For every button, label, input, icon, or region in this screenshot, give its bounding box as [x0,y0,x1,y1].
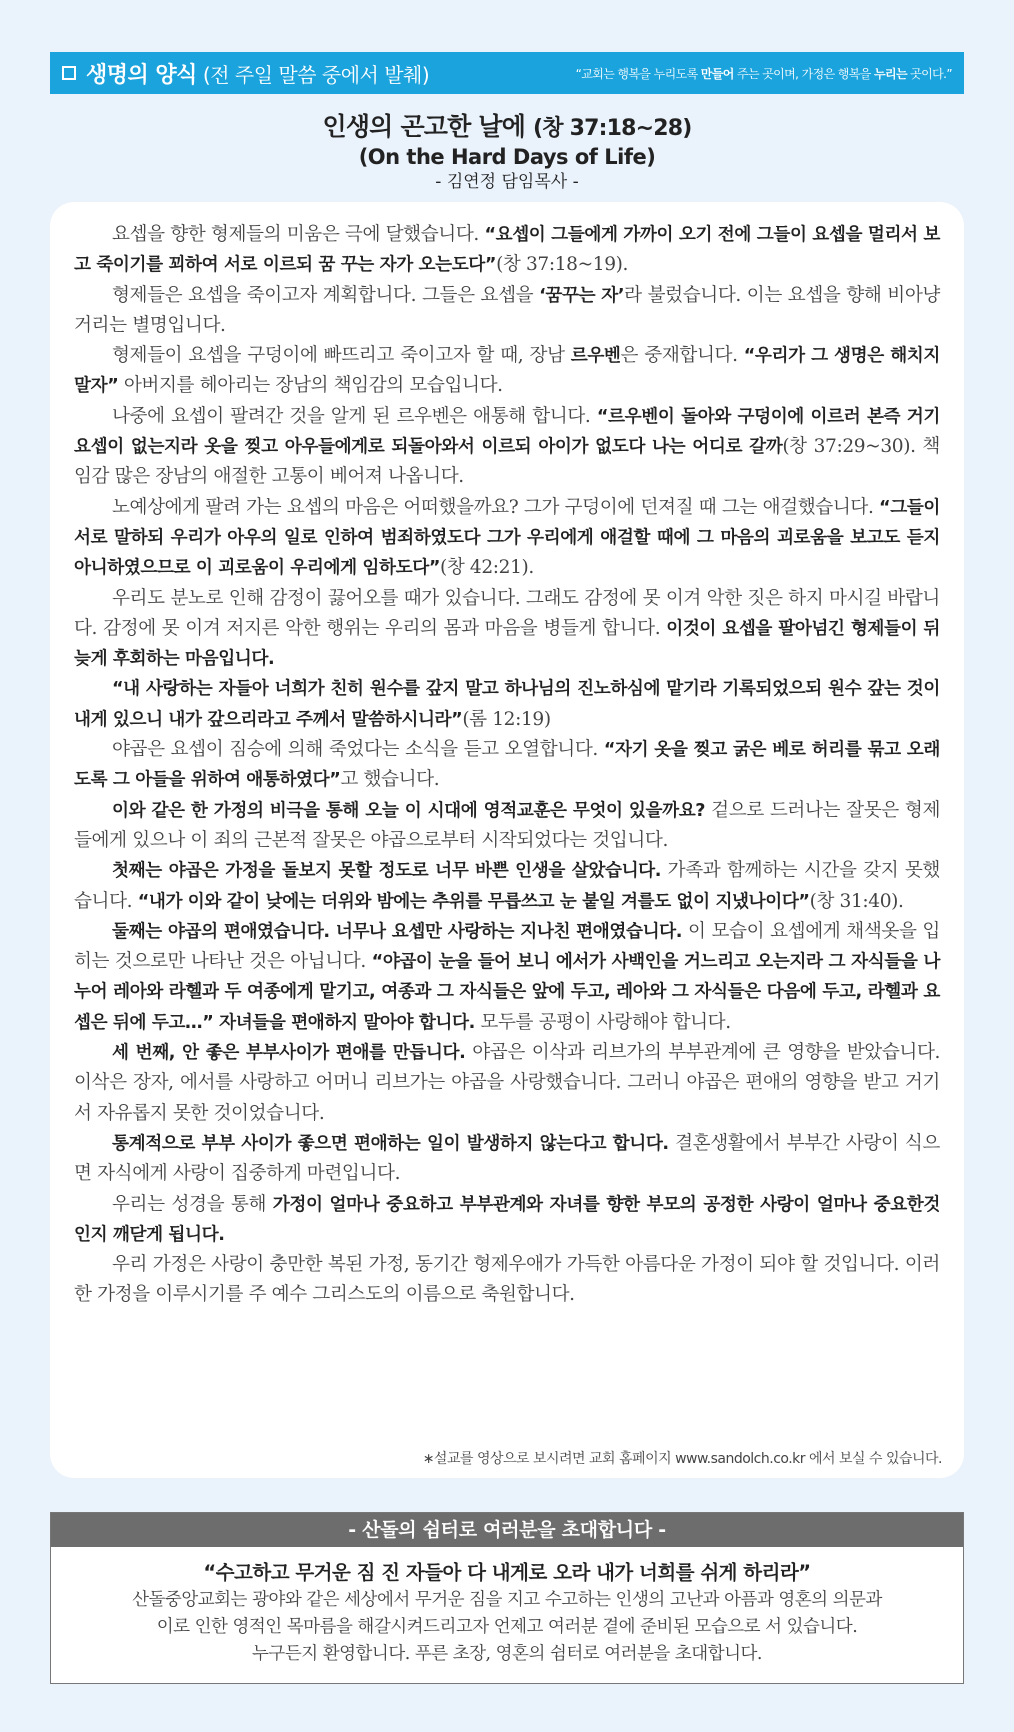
invitation-heading: - 산돌의 쉼터로 여러분을 초대합니다 - [51,1513,963,1547]
emphasized-text: “르우벤이 돌아와 구덩이에 이르러 본즉 거기 요셉이 없는지라 옷을 찢고 아우들에게로 되돌아와서 이르되 아이가 없도다 나는 어디로 갈까 [74,406,940,458]
body-text: (창 37:29~30). 책임감 많은 장남의 애절한 고통이 베어져 나옵니다. [74,436,940,488]
body-text: 형제들은 요셉을 죽이고자 계획합니다. 그들은 요셉을 [112,284,540,306]
sermon-card [50,202,964,1478]
emphasized-text: “야곱이 눈을 들어 보니 에서가 사백인을 거느리고 오는지라 그 자식들을 나누어 레아와 라헬과 두 여종에게 맡기고, 여종과 그 자식들은 앞에 두고, 레아와 그 자식들은 다음에 두고, 라헬과 요셉은 뒤에 두고…” 자녀들을 편애하지 말아야 합니다. [74,952,940,1033]
video-footnote: ∗설교를 영상으로 보시려면 교회 홈페이지 www.sandolch.co.kr 에서 보실 수 있습니다. [422,1451,942,1467]
emphasized-text: “그들이 서로 말하되 우리가 아우의 일로 인하여 범죄하였도다 그가 우리에게 애걸할 때에 그 마음의 괴로움을 보고도 듣지 아니하였으므로 이 괴로움이 우리에게 임하도다” [74,497,940,579]
body-text: 우리 가정은 사랑이 충만한 복된 가정, 동기간 형제우애가 가득한 아름다운 가정이 되야 할 것입니다. 이러한 가정을 이루시기를 주 예수 그리스도의 이름으로 축원합니다. [74,1254,940,1306]
sermon-author: - 김연정 담임목사 - [435,172,579,192]
invitation-box [50,1512,964,1684]
emphasized-text: “자기 옷을 찢고 굵은 베로 허리를 묶고 오래도록 그 아들을 위하여 애통하였다” [74,740,940,791]
invitation-line: 산돌중앙교회는 광야와 같은 세상에서 무거운 짐을 지고 수고하는 인생의 고난과 아픔과 영혼의 의문과 [132,1590,882,1610]
square-bullet-icon [62,66,76,80]
sermon-paragraph [74,796,940,857]
emphasized-text: “요셉이 그들에게 가까이 오기 전에 그들이 요셉을 멀리서 보고 죽이기를 꾀하여 서로 이르되 꿈 꾸는 자가 오는도다” [74,225,940,276]
emphasized-text: 세 번째, 안 좋은 부부사이가 편애를 만듭니다. [112,1043,466,1064]
body-text: 은 중재합니다. [620,345,744,367]
body-text: 우리는 성경을 통해 [112,1193,273,1215]
emphasized-text: 첫째는 야곱은 가정을 돌보지 못할 정도로 너무 바쁜 인생을 살았습니다. [112,861,662,882]
sermon-paragraph [74,584,940,675]
section-subtitle: (전 주일 말씀 중에서 발췌) [202,62,430,87]
scripture-reference: (창 37:18~28) [533,116,692,141]
sermon-paragraph [74,402,940,493]
sermon-body [74,220,940,1311]
sermon-paragraph [74,856,940,917]
sermon-paragraph [74,1250,940,1311]
body-text: 형제들이 요셉을 구덩이에 빠뜨리고 죽이고자 할 때, 장남 [112,345,571,367]
body-text: 아버지를 헤아리는 장남의 책임감의 모습입니다. [118,375,503,397]
invitation-text [51,1587,963,1668]
emphasized-text: 르우벤 [570,346,621,367]
sermon-paragraph [74,281,940,342]
body-text: 결혼생활에서 부부간 사랑이 식으면 자식에게 사랑이 집중하게 마련입니다. [74,1132,940,1185]
body-text: 야곱은 요셉이 짐승에 의해 죽었다는 소식을 듣고 오열합니다. [112,739,604,761]
sermon-paragraph [74,1038,940,1129]
sermon-paragraph [74,917,940,1038]
sermon-title: 인생의 곤고한 날에 (창 37:18~28) [322,112,692,141]
church-motto: “교회는 행복을 누리도록 만들어 주는 곳이며, 가정은 행복을 누리는 곳이다.” [575,66,952,81]
body-text: 우리도 분노로 인해 감정이 끓어오를 때가 있습니다. 그래도 감정에 못 이겨 악한 짓은 하지 마시길 바랍니다. 감정에 못 이겨 저지른 악한 행위는 우리의 몸과 마음을 병들게 합니다. [74,587,940,639]
sermon-paragraph [74,493,940,584]
emphasized-text: “내가 이와 같이 낮에는 더위와 밤에는 추위를 무릅쓰고 눈 붙일 겨를도 없이 지냈나이다” [137,891,810,912]
emphasized-text: 가정이 얼마나 중요하고 부부관계와 자녀를 향한 부모의 공정한 사랑이 얼마나 중요한것인지 깨닫게 됩니다. [74,1194,940,1245]
body-text: 모두를 공평이 사랑해야 합니다. [474,1011,731,1033]
invitation-line: 누구든지 환영합니다. 푸른 초장, 영혼의 쉼터로 여러분을 초대합니다. [252,1644,762,1664]
sermon-title-english: (On the Hard Days of Life) [358,145,656,169]
invitation-quote: “수고하고 무거운 짐 진 자들아 다 내게로 오라 내가 너희를 쉬게 하리라” [203,1561,811,1584]
body-text: 나중에 요셉이 팔려간 것을 알게 된 르우벤은 애통해 합니다. [112,405,597,427]
body-text: 야곱은 이삭과 리브가의 부부관계에 큰 영향을 받았습니다. 이삭은 장자, 에서를 사랑하고 어머니 리브가는 야곱을 사랑했습니다. 그러니 야곱은 편애의 영향을 받고 거기서 자유롭지 못한 것이었습니다. [74,1042,941,1124]
sermon-paragraph [74,220,940,281]
section-title: 생명의 양식 [86,62,197,88]
sermon-title-block [0,112,1014,194]
sermon-paragraph [74,1129,940,1190]
section-header-bar [50,52,964,94]
sermon-paragraph [74,674,940,735]
sermon-paragraph [74,341,940,402]
invitation-line: 이로 인한 영적인 목마름을 해갈시켜드리고자 언제고 여러분 곁에 준비된 모습으로 서 있습니다. [156,1617,858,1637]
body-text: 노예상에게 팔려 가는 요셉의 마음은 어떠했을까요? 그가 구덩이에 던져질 때 그는 애걸했습니다. [112,496,880,518]
emphasized-text: 이와 같은 한 가정의 비극을 통해 오늘 이 시대에 영적교훈은 무엇이 있을까요? [112,800,706,821]
emphasized-text: ‘꿈꾸는 자’ [539,285,625,306]
sermon-paragraph [74,1190,940,1251]
body-text: (롬 12:19) [462,708,551,730]
body-text: 고 했습니다. [340,769,440,791]
body-text: 요셉을 향한 형제들의 미움은 극에 달했습니다. [112,224,485,245]
emphasized-text: 둘째는 야곱의 편애였습니다. 너무나 요셉만 사랑하는 지나친 편애였습니다. [112,921,683,942]
body-text: (창 37:18~19). [496,254,628,276]
body-text: 가족과 함께하는 시간을 갖지 못했습니다. [74,860,940,912]
body-text: 라 불렀습니다. 이는 요셉을 향해 비아냥거리는 별명입니다. [74,284,940,336]
sermon-paragraph [74,735,940,796]
body-text: 이 모습이 요셉에게 채색옷을 입히는 것으로만 나타난 것은 아닙니다. [74,920,940,973]
emphasized-text: 이것이 요셉을 팔아넘긴 형제들이 뒤늦게 후회하는 마음입니다. [74,618,940,670]
emphasized-text: “내 사랑하는 자들아 너희가 친히 원수를 갚지 말고 하나님의 진노하심에 맡기라 기록되었으되 원수 갚는 것이 내게 있으니 내가 갚으리라고 주께서 말씀하시니라” [74,679,940,730]
emphasized-text: “우리가 그 생명은 해치지 말자” [74,346,941,397]
body-text: (창 31:40). [809,890,904,912]
body-text: (창 42:21). [439,557,534,579]
body-text: 겉으로 드러나는 잘못은 형제들에게 있으나 이 죄의 근본적 잘못은 야곱으로부터 시작되었다는 것입니다. [74,799,940,851]
emphasized-text: 통계적으로 부부 사이가 좋으면 편애하는 일이 발생하지 않는다고 합니다. [112,1133,669,1154]
